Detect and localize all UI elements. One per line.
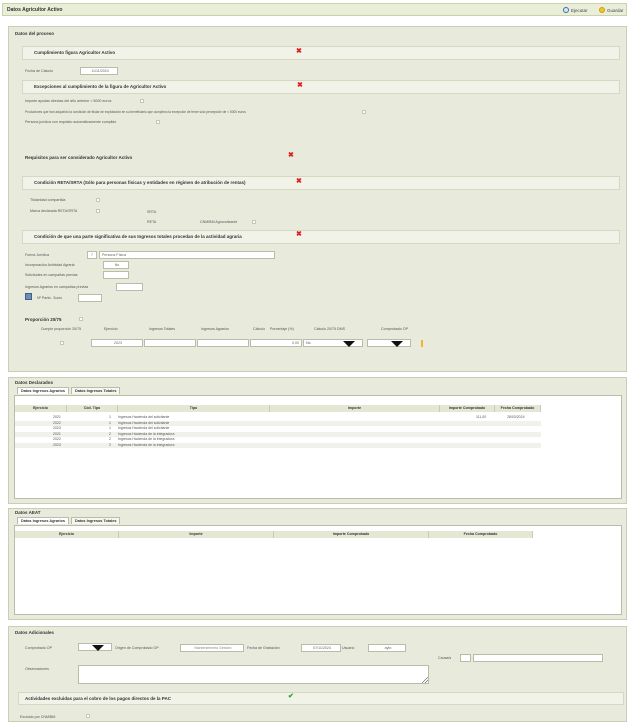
- ratio-calc-value: No: [306, 341, 311, 345]
- requirements-label: Requisitos para ser considerado Agricultor Activo: [25, 155, 133, 160]
- col-porcentaje: Porcentaje (%): [270, 327, 294, 331]
- window-title-bar: [2, 3, 627, 16]
- exception-checkbox-1[interactable]: [140, 99, 144, 103]
- exception-checkbox-3[interactable]: [156, 120, 160, 124]
- ratio-percent-field[interactable]: 0,00: [250, 339, 302, 347]
- declared-table: [14, 395, 622, 499]
- save-button[interactable]: Guardar: [599, 7, 624, 13]
- partner-icon[interactable]: [25, 293, 32, 300]
- declared-col-fecha: Fecha Comprobado: [495, 405, 541, 412]
- tab-aeat-total[interactable]: Datos Ingresos Totales: [71, 517, 121, 524]
- exceptions-label: Excepciones al cumplimiento de la figura de Agricultor Activo: [34, 84, 167, 89]
- tab-aeat-agri[interactable]: Datos Ingresos Agrarios: [17, 517, 69, 524]
- table-row[interactable]: 2021 2 Ingresos Hacienda de la integradora: [15, 432, 541, 438]
- exception-item-1: Importe ayudas directas del año anterior < 5000 euros: [25, 99, 112, 103]
- observations-textarea[interactable]: [78, 665, 429, 684]
- agri-incorp-field[interactable]: No: [103, 261, 129, 269]
- shared-ownership-checkbox[interactable]: [96, 198, 100, 202]
- reta-fail-icon: ✖: [296, 178, 302, 185]
- table-row[interactable]: 2021 1 Ingresos Hacienda del solicitante 111,00 28/03/2024: [53, 415, 525, 419]
- ratio-checked-select[interactable]: [367, 339, 411, 347]
- resize-handle-icon[interactable]: [422, 677, 428, 683]
- checked-op-select[interactable]: [78, 643, 112, 651]
- declared-tabs: [17, 387, 122, 394]
- chevron-down-icon: [342, 341, 356, 347]
- ratio-calc-select[interactable]: [303, 339, 363, 347]
- reta-sub-label: RETA: [147, 220, 157, 224]
- excluded-cnm-label: Excluido por CNM/BM: [20, 715, 56, 719]
- srta-label: SRTA: [147, 210, 157, 214]
- ratio-title: Proporción 20/75: [25, 317, 62, 322]
- col-calculo: Cálculo: [253, 327, 265, 331]
- aeat-col-ejercicio: Ejercicio: [15, 531, 119, 538]
- chevron-down-icon: [91, 645, 105, 651]
- exception-item-3: Persona jurídica con requisito automáticamente cumplido: [25, 120, 117, 124]
- table-row[interactable]: 2023 2 Ingresos Hacienda de la integradora: [15, 443, 541, 449]
- info-marker-icon: [421, 340, 423, 347]
- process-title: Datos del proceso: [15, 31, 55, 36]
- col-comprobado: Comprobado OP: [381, 327, 408, 331]
- agri-incorp-label: Incorporación Actividad Agraria: [25, 263, 75, 267]
- aeat-col-fecha: Fecha Comprobado: [429, 531, 533, 538]
- user-label: Usuario: [342, 646, 355, 650]
- cause-label: Causa/s: [438, 656, 452, 660]
- declared-title: Datos Declarados: [15, 380, 54, 385]
- user-field[interactable]: ayto: [368, 644, 406, 652]
- tab-declared-total[interactable]: Datos Ingresos Totales: [71, 387, 121, 394]
- declared-col-tipo: Tipo: [118, 405, 270, 412]
- table-row[interactable]: 2022 1 Ingresos Hacienda del solicitante: [15, 421, 541, 427]
- ratio-agri-income-field[interactable]: [197, 339, 249, 347]
- window-title: Datos Agricultor Activo: [7, 7, 63, 13]
- legal-form-label: Forma Jurídica: [25, 253, 49, 257]
- excluded-activities-label: Actividades excluidas para el cobro de los pagos directos de la PAC: [25, 696, 171, 701]
- cause-field[interactable]: [473, 654, 603, 662]
- income-fail-icon: ✖: [296, 231, 302, 238]
- additional-title: Datos Adicionales: [15, 630, 54, 635]
- observations-label: Observaciones: [25, 667, 49, 671]
- table-row[interactable]: 2023 1 Ingresos Hacienda del solicitante: [53, 426, 170, 430]
- checked-op-label: Comprobado OP: [25, 646, 52, 650]
- partner-count-label: Nº Partic. Socio: [37, 296, 63, 300]
- shared-ownership-label: Titularidad compartida: [30, 198, 66, 202]
- execute-icon: [563, 7, 569, 13]
- tab-declared-agri[interactable]: Datos Ingresos Agrarios: [17, 387, 69, 394]
- partner-count-field[interactable]: [78, 294, 102, 302]
- excluded-cnm-checkbox[interactable]: [86, 714, 90, 718]
- record-date-field[interactable]: 07/11/2024: [301, 644, 341, 652]
- aeat-table: [14, 525, 622, 615]
- cause-code-field[interactable]: [460, 654, 471, 662]
- ratio-year-field[interactable]: 2023: [91, 339, 143, 347]
- record-date-label: Fecha de Grabación: [247, 646, 280, 650]
- previous-income-field[interactable]: [116, 283, 143, 291]
- ratio-row-checkbox[interactable]: [60, 341, 64, 345]
- legal-form-field[interactable]: Persona Física: [99, 251, 275, 259]
- previous-requests-label: Solicitudes en campañas previas: [25, 273, 78, 277]
- legal-form-code[interactable]: 7: [87, 251, 97, 259]
- cnmb-label: CNM/BM Agrocotizante: [200, 220, 238, 224]
- compliance-label: Cumplimiento figura Agricultor Activo: [34, 50, 116, 55]
- compliance-fail-icon: ✖: [296, 48, 302, 55]
- origin-label: Origen de Comprobado OP: [115, 646, 159, 650]
- previous-requests-field[interactable]: [103, 271, 129, 279]
- previous-income-label: Ingresos Agrarios en campañas previas: [25, 285, 89, 289]
- declared-col-comprobado: Importe Comprobado: [440, 405, 495, 412]
- exception-checkbox-2[interactable]: [362, 110, 366, 114]
- aeat-col-importe: Importe: [119, 531, 274, 538]
- requirements-fail-icon: ✖: [288, 152, 294, 159]
- calc-date-label: Fecha de Cálculo: [25, 69, 53, 73]
- aeat-col-comprobado: Importe Comprobado: [274, 531, 429, 538]
- ratio-checkbox[interactable]: [79, 317, 83, 321]
- col-cumple: Cumple proporción 20/75: [40, 327, 82, 331]
- exception-item-2: Productores que han adquirido la condición de titular de explotación en su beneficiario que cumplimo la excepción de tener solo percepción de < 5000 euros: [25, 110, 246, 114]
- origin-field[interactable]: Mantenimiento Gestión: [180, 644, 244, 652]
- col-ingresos-agrarios: Ingresos Agrarios: [201, 327, 229, 331]
- col-calculo-20: Cálculo 20/75 DMS: [314, 327, 345, 331]
- cnmb-checkbox[interactable]: [252, 220, 256, 224]
- table-row[interactable]: 2022 2 Ingresos Hacienda de la integradora: [53, 437, 175, 441]
- reta-label: Condición RETA/SRTA (Sólo para personas físicas y entidades en régimen de atribución de rentas): [34, 180, 246, 185]
- checkmark-icon: ✔: [288, 693, 294, 700]
- calc-date-field[interactable]: 11/11/2024: [80, 67, 118, 75]
- declared-col-ejercicio: Ejercicio: [15, 405, 67, 412]
- col-ingresos-totales: Ingresos Totales: [149, 327, 176, 331]
- income-label: Condición de que una parte significativa de sus Ingresos totales procedan de la actividad agraria: [34, 234, 242, 239]
- col-ejercicio: Ejercicio: [104, 327, 118, 331]
- reta-declared-label: Marca declarada RETA/SRTA: [30, 209, 78, 213]
- exceptions-fail-icon: ✖: [297, 82, 303, 89]
- ratio-total-income-field[interactable]: [144, 339, 196, 347]
- execute-button[interactable]: Ejecutar: [563, 7, 588, 13]
- reta-declared-checkbox[interactable]: [96, 209, 100, 213]
- declared-col-importe: Importe: [270, 405, 440, 412]
- declared-col-cod: Cód. Tipo: [67, 405, 118, 412]
- aeat-title: Datos AEAT: [15, 510, 41, 515]
- chevron-down-icon: [390, 341, 404, 347]
- save-icon: [599, 7, 605, 13]
- aeat-tabs: [17, 517, 122, 524]
- process-panel: [8, 26, 627, 372]
